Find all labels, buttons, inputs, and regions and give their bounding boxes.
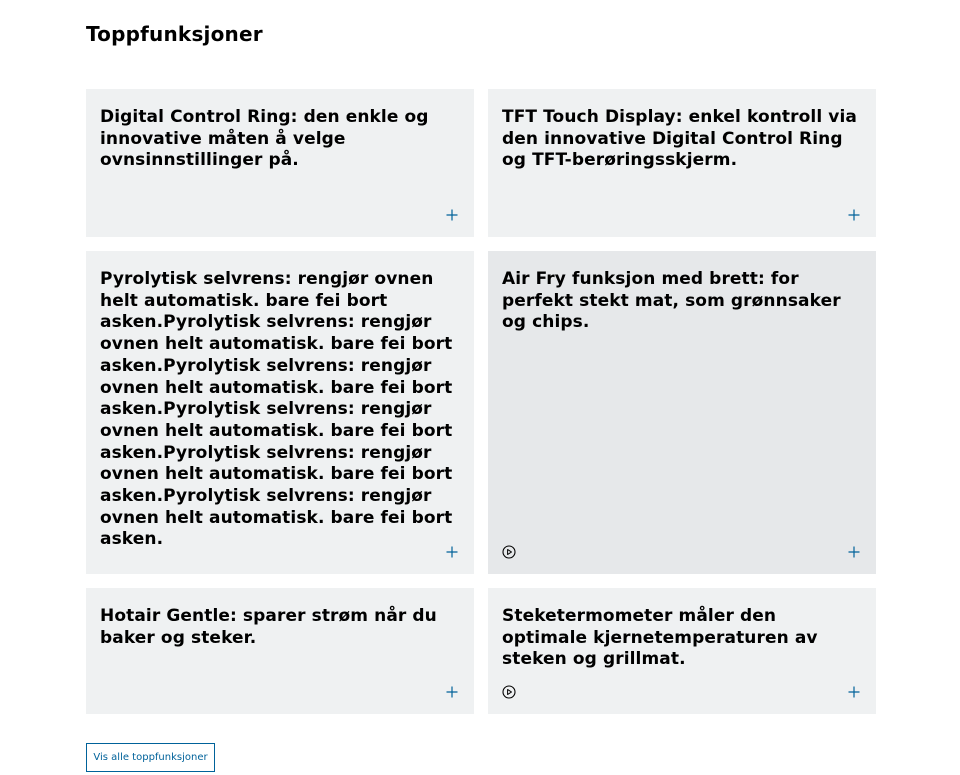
feature-card-air-fry[interactable]	[488, 251, 876, 574]
plus-icon[interactable]	[848, 209, 860, 221]
plus-icon[interactable]	[446, 209, 458, 221]
feature-card-tft-touch-display[interactable]	[488, 89, 876, 237]
feature-card-hotair-gentle[interactable]	[86, 588, 474, 714]
feature-card-text: Pyrolytisk selvrens: rengjør ovnen helt automatisk. bare fei bort asken.Pyrolytisk selvrens: rengjør ovnen helt automatisk. bare fei bort asken.Pyrolytisk selvrens: rengjør ovnen helt automatisk. bare fei bort asken.Pyrolytisk selvrens: rengjør ovnen helt automatisk. bare fei bort asken.Pyrolytisk selvrens: rengjør ovnen helt automatisk. bare fei bort asken.Pyrolytisk selvrens: rengjør ovnen helt automatisk. bare fei bort asken.	[100, 269, 453, 550]
plus-icon[interactable]	[446, 546, 458, 558]
play-icon[interactable]	[502, 545, 516, 559]
feature-card-text: Steketermometer måler den optimale kjernetemperaturen av steken og grillmat.	[502, 606, 818, 670]
feature-card-text: Hotair Gentle: sparer strøm når du baker og steker.	[100, 606, 437, 648]
feature-card-text: Air Fry funksjon med brett: for perfekt stekt mat, som grønnsaker og chips.	[502, 269, 841, 333]
feature-card-meat-thermometer[interactable]	[488, 588, 876, 714]
feature-card-pyrolytic-cleaning[interactable]	[86, 251, 474, 574]
plus-icon[interactable]	[848, 546, 860, 558]
plus-icon[interactable]	[848, 686, 860, 698]
play-icon[interactable]	[502, 685, 516, 699]
feature-card-text: Digital Control Ring: den enkle og innovative måten å velge ovnsinnstillinger på.	[100, 107, 429, 171]
feature-card-digital-control-ring[interactable]	[86, 89, 474, 237]
section-title: Toppfunksjoner	[86, 22, 263, 46]
feature-card-text: TFT Touch Display: enkel kontroll via den innovative Digital Control Ring og TFT-berøringsskjerm.	[502, 107, 857, 171]
show-all-features-button[interactable]: Vis alle toppfunksjoner	[86, 743, 215, 772]
plus-icon[interactable]	[446, 686, 458, 698]
